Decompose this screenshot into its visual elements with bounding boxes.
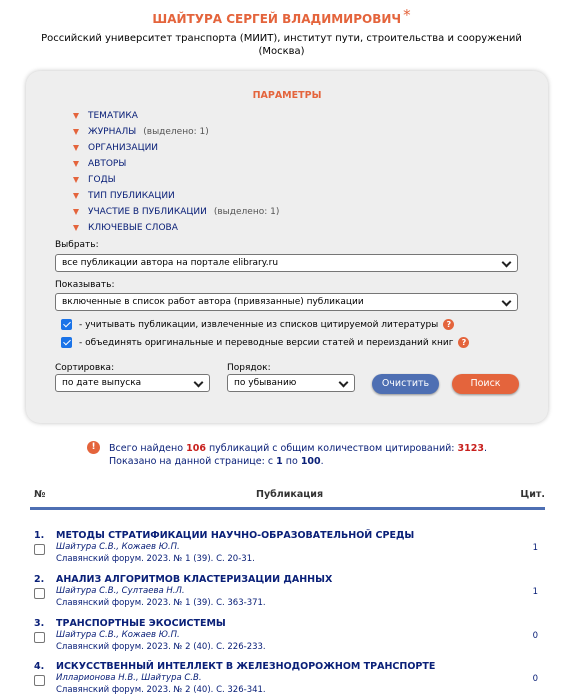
column-citations: Цит. bbox=[520, 489, 545, 500]
citation-count: 0 bbox=[532, 631, 538, 641]
help-icon[interactable]: ? bbox=[458, 337, 469, 348]
filter-label: ГОДЫ bbox=[88, 175, 116, 185]
found-mid: публикаций с общим количеством цитирований: bbox=[208, 443, 455, 454]
star-icon[interactable]: * bbox=[403, 6, 411, 24]
filter-label: АВТОРЫ bbox=[88, 159, 127, 169]
author-name: ШАЙТУРА СЕРГЕЙ ВЛАДИМИРОВИЧ bbox=[152, 12, 402, 26]
citation-count: 0 bbox=[532, 674, 538, 684]
author-title bbox=[0, 6, 563, 27]
chevron-down-icon bbox=[502, 258, 512, 268]
filter-item-years[interactable] bbox=[73, 172, 279, 188]
triangle-down-icon bbox=[73, 177, 79, 183]
period: . bbox=[484, 443, 488, 454]
triangle-down-icon bbox=[73, 129, 79, 135]
table-header bbox=[30, 489, 545, 507]
sort-value: по дате выпуска bbox=[62, 378, 142, 388]
publication-source: Славянский форум. 2023. № 1 (39). С. 20-31. bbox=[56, 554, 255, 564]
chevron-down-icon bbox=[502, 297, 512, 307]
show-value: включенные в список работ автора (привязанные) публикации bbox=[62, 297, 364, 307]
shown-from: 1 bbox=[276, 456, 283, 467]
found-count: 106 bbox=[186, 443, 206, 454]
row-number: 1. bbox=[34, 530, 45, 541]
triangle-down-icon bbox=[73, 161, 79, 167]
column-number: № bbox=[34, 489, 46, 500]
order-value: по убыванию bbox=[234, 378, 297, 388]
filter-label: УЧАСТИЕ В ПУБЛИКАЦИИ bbox=[88, 207, 207, 217]
found-prefix: Всего найдено bbox=[109, 443, 184, 454]
select-dropdown[interactable] bbox=[55, 254, 518, 272]
shown-prefix: Показано на данной странице: с bbox=[109, 456, 274, 467]
filter-label: ОРГАНИЗАЦИИ bbox=[88, 143, 159, 153]
filter-item-publication-type[interactable] bbox=[73, 188, 279, 204]
row-checkbox[interactable] bbox=[34, 632, 45, 643]
organization-city: (Москва) bbox=[258, 46, 305, 57]
row-number: 4. bbox=[34, 661, 45, 672]
search-button[interactable]: Поиск bbox=[452, 374, 519, 394]
citation-lists-label: - учитывать публикации, извлеченные из списков цитируемой литературы bbox=[79, 319, 439, 330]
publication-source: Славянский форум. 2023. № 2 (40). С. 226-233. bbox=[56, 642, 266, 652]
filter-label: ЖУРНАЛЫ bbox=[88, 127, 137, 137]
author-header bbox=[0, 6, 563, 58]
publication-authors: Шайтура С.В., Султаева Н.Л. bbox=[56, 586, 185, 596]
select-label: Выбрать: bbox=[55, 240, 99, 250]
publication-authors: Шайтура С.В., Кожаев Ю.П. bbox=[56, 542, 180, 552]
info-icon: ! bbox=[87, 441, 100, 454]
parameters-title: ПАРАМЕТРЫ bbox=[252, 90, 322, 101]
help-icon[interactable]: ? bbox=[443, 319, 454, 330]
filter-item-keywords[interactable] bbox=[73, 220, 279, 236]
citation-count: 1 bbox=[532, 587, 538, 597]
clear-button[interactable]: Очистить bbox=[372, 374, 439, 394]
results-total bbox=[109, 442, 487, 455]
row-checkbox[interactable] bbox=[34, 588, 45, 599]
selection-count: (выделено: 1) bbox=[143, 127, 209, 137]
publication-title-link[interactable]: ТРАНСПОРТНЫЕ ЭКОСИСТЕМЫ bbox=[56, 618, 226, 629]
sort-label: Сортировка: bbox=[55, 363, 115, 373]
triangle-down-icon bbox=[73, 193, 79, 199]
period: . bbox=[320, 456, 324, 467]
selection-count: (выделено: 1) bbox=[213, 207, 280, 217]
shown-mid: по bbox=[285, 456, 298, 467]
filter-label: ТИП ПУБЛИКАЦИИ bbox=[88, 191, 175, 201]
select-value: все публикации автора на портале elibrary.ru bbox=[62, 258, 279, 268]
merge-versions-option bbox=[61, 337, 469, 348]
filter-label: ТЕМАТИКА bbox=[88, 111, 138, 121]
filter-item-journals[interactable] bbox=[73, 124, 279, 140]
triangle-down-icon bbox=[73, 113, 79, 119]
row-number: 3. bbox=[34, 618, 45, 629]
organization-name: Российский университет транспорта (МИИТ), институт пути, строительства и сооружений bbox=[41, 33, 522, 44]
publication-authors: Илларионова Н.В., Шайтура С.В. bbox=[56, 673, 202, 683]
publication-title-link[interactable]: АНАЛИЗ АЛГОРИТМОВ КЛАСТЕРИЗАЦИИ ДАННЫХ bbox=[56, 574, 333, 585]
shown-to: 100 bbox=[300, 456, 321, 467]
parameters-panel bbox=[26, 71, 548, 423]
triangle-down-icon bbox=[73, 225, 79, 231]
chevron-down-icon bbox=[339, 378, 349, 388]
filter-item-topic[interactable] bbox=[73, 108, 279, 124]
row-checkbox[interactable] bbox=[34, 675, 45, 686]
citation-count: 1 bbox=[532, 543, 538, 553]
citation-lists-option bbox=[61, 319, 454, 330]
merge-versions-label: - объединять оригинальные и переводные версии статей и переизданий книг bbox=[79, 337, 454, 348]
filter-item-authors[interactable] bbox=[73, 156, 279, 172]
results-range bbox=[109, 455, 487, 468]
publication-source: Славянский форум. 2023. № 1 (39). С. 363-371. bbox=[56, 598, 266, 608]
column-publication: Публикация bbox=[256, 489, 324, 500]
filter-item-participation[interactable] bbox=[73, 204, 279, 220]
publication-title-link[interactable]: ИСКУССТВЕННЫЙ ИНТЕЛЛЕКТ В ЖЕЛЕЗНОДОРОЖНОМ ТРАНСПОРТЕ bbox=[56, 661, 436, 672]
row-checkbox[interactable] bbox=[34, 544, 45, 555]
citation-lists-checkbox[interactable] bbox=[61, 319, 72, 330]
show-label: Показывать: bbox=[55, 280, 115, 290]
publication-source: Славянский форум. 2023. № 2 (40). С. 326-341. bbox=[56, 685, 266, 695]
triangle-down-icon bbox=[73, 145, 79, 151]
chevron-down-icon bbox=[194, 378, 204, 388]
row-number: 2. bbox=[34, 574, 45, 585]
results-summary bbox=[109, 442, 487, 468]
filter-item-organizations[interactable] bbox=[73, 140, 279, 156]
order-dropdown[interactable] bbox=[227, 374, 355, 392]
sort-dropdown[interactable] bbox=[55, 374, 210, 392]
author-organization bbox=[0, 32, 563, 58]
filter-list bbox=[73, 108, 279, 236]
order-label: Порядок: bbox=[227, 363, 271, 373]
filter-label: КЛЮЧЕВЫЕ СЛОВА bbox=[88, 223, 178, 233]
merge-versions-checkbox[interactable] bbox=[61, 337, 72, 348]
publication-authors: Шайтура С.В., Кожаев Ю.П. bbox=[56, 630, 180, 640]
triangle-down-icon bbox=[73, 209, 79, 215]
citation-count: 3123 bbox=[457, 443, 484, 454]
publication-title-link[interactable]: МЕТОДЫ СТРАТИФИКАЦИИ НАУЧНО-ОБРАЗОВАТЕЛЬНОЙ СРЕДЫ bbox=[56, 530, 415, 541]
header-divider bbox=[30, 507, 545, 510]
show-dropdown[interactable] bbox=[55, 293, 518, 311]
